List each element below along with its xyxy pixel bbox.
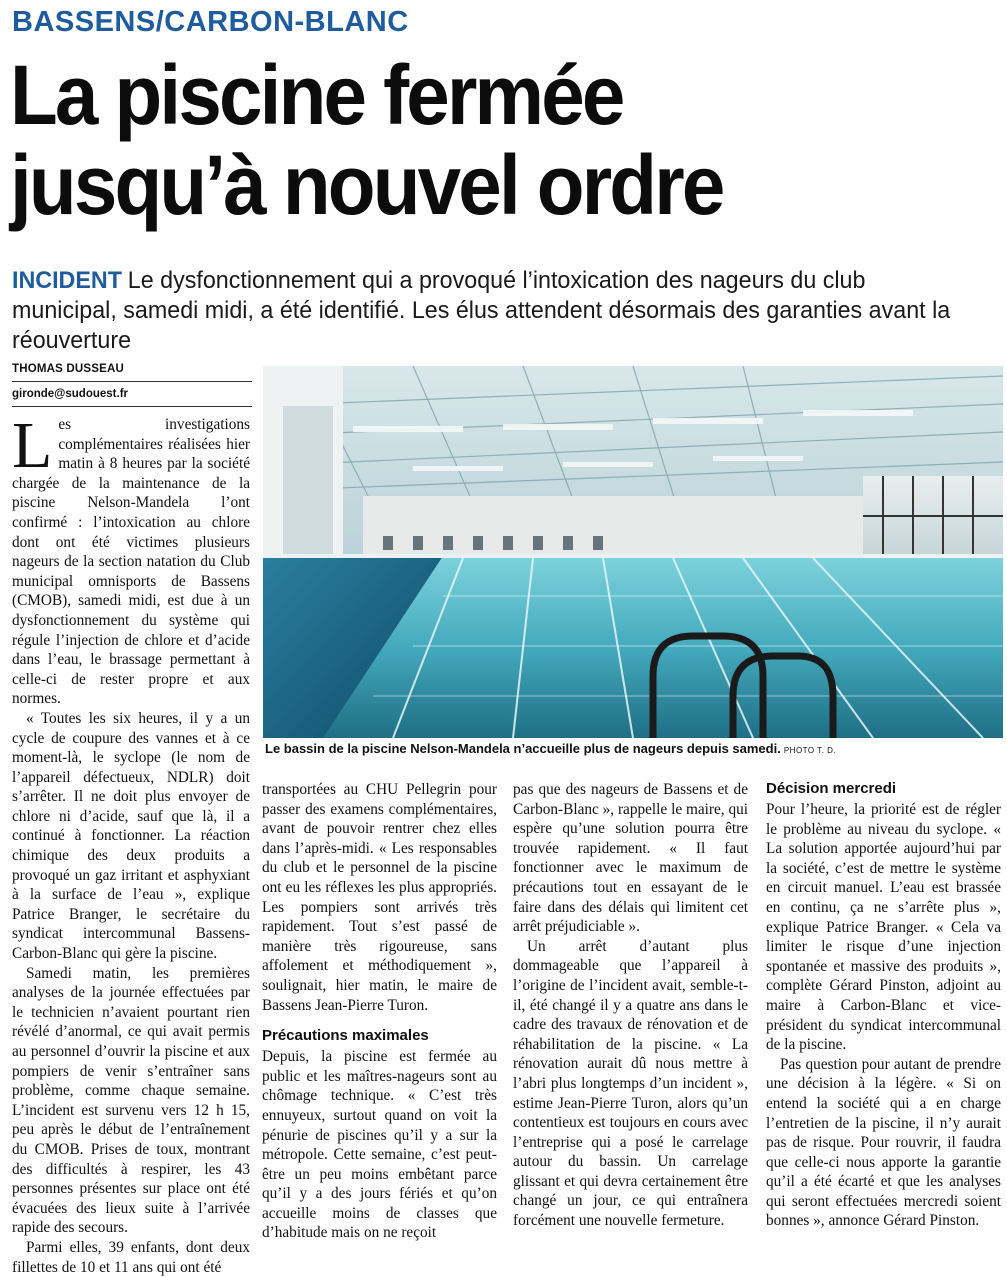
paragraph: es investigations complémentaires réalisées hier matin à 8 heures par la société chargée de la maintenance de la piscine Nelson-Mandela l’ont confirmé : l’intoxication au chlore dont ont été victimes plusieurs nageurs de la section natation du Club municipal omnisports de Bassens (CMOB), samedi midi, est due à un dysfonctionnement du système qui régule l’injection de chlore et d’acide dans l’eau, le brassage permettant à celle-ci de rester propre et aux normes. (12, 416, 250, 708)
photo-credit: PHOTO T. D. (783, 746, 837, 755)
byline-rule-bottom (12, 406, 252, 407)
photo-caption (265, 741, 1005, 756)
paragraph: Pas question pour autant de prendre une décision à la légère. « Si on entend la société qui a en charge l’entretien de la piscine, il n’y aurait pas de risque. Pour rouvrir, il faudra que celle-ci nous apporte la garantie qu’il a été écarté et que les analyses qui seront effectuées mercredi soient bonnes », annonce Gérard Pinston. (766, 1055, 1001, 1230)
paragraph: Depuis, la piscine est fermée au public et les maîtres-nageurs sont au chômage technique. « C’est très ennuyeux, surtout quand on voit la pénurie de piscines qu’il y a sur la métropole. Cette semaine, c’est peut-être un peu moins embêtant parce qu’il y a des jours fériés et qu’on accueille moins de classes que d’habitude mais on ne reçoit (262, 1048, 497, 1242)
standfirst (12, 266, 972, 356)
subheading: Précautions maximales (262, 1027, 429, 1045)
byline (12, 360, 252, 410)
pool-photo (263, 366, 1003, 738)
headline (10, 50, 931, 230)
article-column-1 (12, 409, 250, 1277)
paragraph: transportées au CHU Pellegrin pour passer des examens complémentaires, avant de pouvoir rentrer chez elles dans l’après-midi. « Les responsables du club et le personnel de la piscine ont eu les réflexes les plus appropriés. Les pompiers sont arrivés très rapidement. Tout s’est passé de manière très rigoureuse, sans affolement et méthodiquement », soulignait, hier matin, le maire de Bassens Jean-Pierre Turon. (262, 781, 497, 1014)
byline-author: THOMAS DUSSEAU (12, 363, 125, 375)
standfirst-text: Le dysfonctionnement qui a provoqué l’intoxication des nageurs du club municipal, samedi midi, a été identifié. Les élus attendent désormais des garanties avant la réouverture (12, 267, 951, 354)
byline-rule (12, 381, 252, 382)
caption-text: Le bassin de la piscine Nelson-Mandela n’accueille plus de nageurs depuis samedi. (265, 741, 781, 756)
paragraph: Un arrêt d’autant plus dommageable que l’appareil à l’origine de l’incident avait, semble-t-il, été changé il y a quatre ans dans le cadre des travaux de rénovation et de réhabilitation de la piscine. « La rénovation aurait dû nous mettre à l’abri plus longtemps d’un incident », estime Jean-Pierre Turon, alors qu’un contentieux est toujours en cours avec l’entreprise qui a posé le carrelage autour du bassin. Un carrelage glissant et qui devra certainement être changé un jour, ce qui entraînera forcément une nouvelle fermeture. (513, 937, 748, 1230)
drop-cap: L (12, 409, 53, 482)
section-kicker: BASSENS/CARBON-BLANC (12, 6, 409, 38)
headline-line-2: jusqu’à nouvel ordre (10, 138, 723, 232)
paragraph: Pour l’heure, la priorité est de régler le problème au niveau du syclope. « La solution apportée aujourd’hui par la société, c’est de mettre le système en circuit manuel. L’eau est brassée en continu, ça ne s’arrête plus », explique Patrice Branger. « Cela va limiter le risque d’une injection spontanée et massive des produits », complète Gérard Pinston, adjoint au maire à Carbon-Blanc et vice-président du syndicat intercommunal de la piscine. (766, 801, 1001, 1054)
paragraph: Samedi matin, les premières analyses de la journée effectuées par le technicien n’avaient pourtant rien révélé d’anormal, ce qui avait permis au personnel d’ouvrir la piscine et aux pompiers de venir s’entraîner sans problème, comme chaque semaine. L’incident est survenu vers 12 h 15, peu après le début de l’entraînement du CMOB. Prises de toux, montrant des difficultés à respirer, les 43 personnes présentes sur place ont été évacuées des lieux suite à l’arrivée rapide des secours. (12, 964, 250, 1237)
subheading: Décision mercredi (766, 780, 897, 797)
paragraph: Parmi elles, 39 enfants, dont deux fillettes de 10 et 11 ans qui ont été (12, 1238, 250, 1276)
article-column-2 (262, 780, 497, 1243)
standfirst-tag: INCIDENT (12, 267, 122, 294)
headline-line-1: La piscine fermée (10, 48, 623, 142)
article-column-4 (766, 780, 1001, 1231)
article-column-3 (513, 780, 748, 1231)
byline-email: gironde@sudouest.fr (12, 388, 128, 400)
paragraph: pas que des nageurs de Bassens et de Carbon-Blanc », rappelle le maire, qui espère qu’une solution pourra être trouvée rapidement. « Il faut fonctionner avec le maximum de précautions tout en essayant de le faire dans des délais qui limitent cet arrêt préjudiciable ». (513, 781, 748, 936)
paragraph: « Toutes les six heures, il y a un cycle de coupure des vannes et à ce moment-là, le syclope (le nom de l’appareil défectueux, NDLR) doit s’arrêter. Il ne doit plus envoyer de chlore ni d’acide, sauf que là, il a continué à fonctionner. La réaction chimique des deux produits a provoqué un gaz irritant et asphyxiant à la surface de l’eau », explique Patrice Branger, le secrétaire du syndicat intercommunal Bassens-Carbon-Blanc qui gère la piscine. (12, 709, 250, 963)
